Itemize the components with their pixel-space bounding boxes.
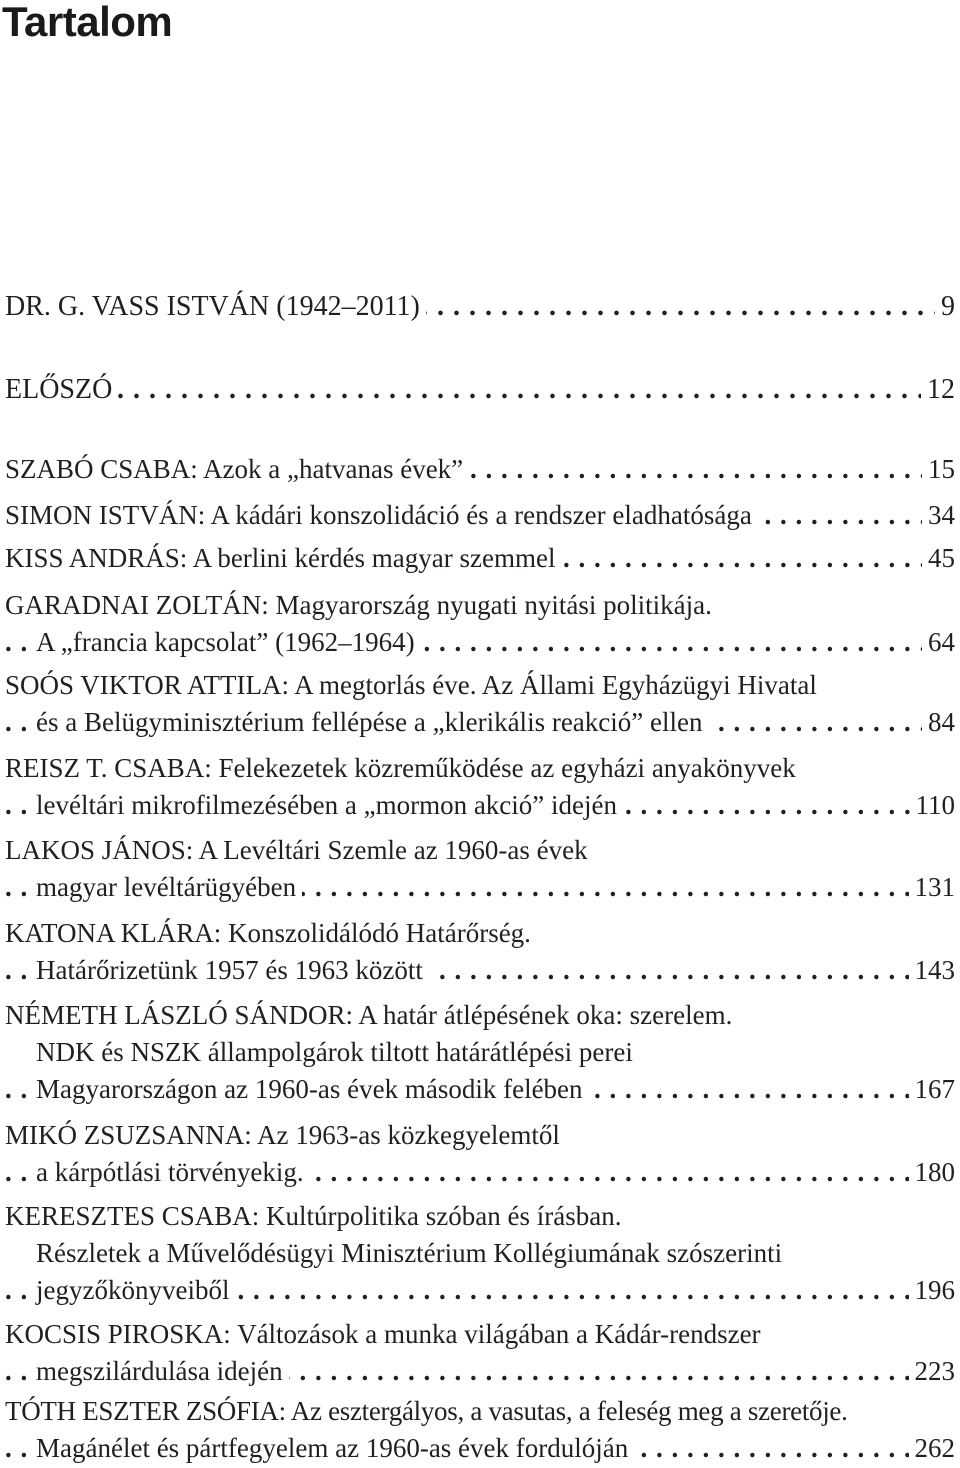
toc-entry-title: NÉMETH LÁSZLÓ SÁNDOR: A határ átlépésének oka: szerelem.: [5, 1000, 733, 1030]
toc-entry-title-cont: A „francia kapcsolat” (1962–1964): [36, 627, 421, 657]
toc-line: [5, 869, 955, 906]
toc-entry[interactable]: [5, 288, 955, 325]
toc-entry-title: ELŐSZÓ: [5, 374, 118, 405]
toc-entry[interactable]: [5, 587, 955, 661]
toc-entry[interactable]: [5, 915, 955, 989]
toc-line: [5, 704, 955, 741]
toc-entry-title: SZABÓ CSABA: Azok a „hatvanas évek”: [5, 454, 469, 484]
toc-line: [5, 915, 955, 952]
toc-entry-title-cont: megszilárdulása idején: [36, 1356, 289, 1386]
toc-line: [5, 371, 955, 408]
toc-line: [5, 497, 955, 534]
toc-entry-title: MIKÓ ZSUZSANNA: Az 1963-as közkegyelemtől: [5, 1120, 560, 1150]
toc-line: [5, 1071, 955, 1108]
toc-line: [5, 1235, 955, 1272]
toc-line: [5, 1353, 955, 1390]
toc-line: [5, 997, 955, 1034]
toc-page-number: 143: [909, 952, 956, 989]
toc-line: [5, 1117, 955, 1154]
toc-page-number: 34: [922, 497, 955, 534]
toc-entry-title: LAKOS JÁNOS: A Levéltári Szemle az 1960-as évek: [5, 835, 588, 865]
toc-page-number: 15: [922, 451, 955, 488]
toc-entry-title-cont: Magyarországon az 1960-as évek második felében: [36, 1074, 589, 1104]
toc-entry-title-cont: a kárpótlási törvényekig.: [36, 1157, 310, 1187]
toc-line: [5, 787, 955, 824]
toc-line: [5, 451, 955, 488]
toc-page-number: 45: [922, 540, 955, 577]
toc-page-number: 84: [922, 704, 955, 741]
toc-page-number: 223: [909, 1353, 956, 1390]
toc-page-number: 196: [909, 1272, 956, 1309]
toc-page-number: 9: [935, 288, 955, 325]
toc-line: [5, 624, 955, 661]
toc-entry-title: KATONA KLÁRA: Konszolidálódó Határőrség.: [5, 918, 531, 948]
toc-entry[interactable]: [5, 1393, 955, 1467]
toc-entry-title: KOCSIS PIROSKA: Változások a munka világában a Kádár-rendszer: [5, 1319, 761, 1349]
toc-entry[interactable]: [5, 540, 955, 577]
toc-entry-title-cont: magyar levéltárügyében: [36, 872, 302, 902]
toc-entry-title: DR. G. VASS ISTVÁN (1942–2011): [5, 291, 426, 322]
page-title: Tartalom: [2, 0, 173, 45]
toc-entry-title: GARADNAI ZOLTÁN: Magyarország nyugati nyitási politikája.: [5, 590, 712, 620]
toc-entry[interactable]: [5, 451, 955, 488]
toc-entry-title: TÓTH ESZTER ZSÓFIA: Az esztergályos, a vasutas, a feleség meg a szeretője.: [5, 1396, 848, 1426]
toc-entry-title: SOÓS VIKTOR ATTILA: A megtorlás éve. Az Állami Egyházügyi Hivatal: [5, 670, 817, 700]
toc-entry[interactable]: [5, 832, 955, 906]
toc-entry-title: SIMON ISTVÁN: A kádári konszolidáció és a rendszer eladhatósága: [5, 500, 758, 530]
toc-entry-title-cont: jegyzőkönyveiből: [36, 1275, 235, 1305]
toc-line: [5, 1430, 955, 1467]
toc-entry[interactable]: [5, 750, 955, 824]
toc-entry-title: KERESZTES CSABA: Kultúrpolitika szóban és írásban.: [5, 1201, 622, 1231]
toc-entry[interactable]: [5, 371, 955, 408]
toc-line: [5, 1316, 955, 1353]
toc-entry-title: REISZ T. CSABA: Felekezetek közreműködése az egyházi anyakönyvek: [5, 753, 796, 783]
toc-entry-title-cont: és a Belügyminisztérium fellépése a „klerikális reakció” ellen: [36, 707, 708, 737]
toc-entry[interactable]: [5, 1316, 955, 1390]
toc-page-number: 110: [910, 787, 956, 824]
toc-line: [5, 1154, 955, 1191]
toc-entry-title-cont: levéltári mikrofilmezésében a „mormon akció” idején: [36, 790, 623, 820]
toc-entry-title-cont: Magánélet és pártfegyelem az 1960-as évek fordulóján: [36, 1433, 634, 1463]
toc-page-number: 64: [922, 624, 955, 661]
toc-entry[interactable]: [5, 997, 955, 1108]
toc-entry[interactable]: [5, 1117, 955, 1191]
toc-page-number: 262: [909, 1430, 956, 1467]
toc-line: [5, 667, 955, 704]
toc-page-number: 180: [909, 1154, 956, 1191]
toc-line: [5, 952, 955, 989]
toc-entry-title-cont: Határőrizetünk 1957 és 1963 között: [36, 955, 429, 985]
toc-line: [5, 750, 955, 787]
toc-line: [5, 1272, 955, 1309]
toc-line: [5, 288, 955, 325]
toc-entry-title-cont: NDK és NSZK állampolgárok tiltott határátlépési perei: [36, 1037, 633, 1067]
toc-entry[interactable]: [5, 1198, 955, 1309]
toc-line: [5, 587, 955, 624]
toc-entry[interactable]: [5, 667, 955, 741]
toc-line: [5, 1198, 955, 1235]
toc-entry-title-cont: Részletek a Művelődésügyi Minisztérium Kollégiumának szószerinti: [36, 1238, 783, 1268]
toc-entry-title: KISS ANDRÁS: A berlini kérdés magyar szemmel: [5, 543, 561, 573]
toc-entry[interactable]: [5, 497, 955, 534]
toc-page-number: 167: [909, 1071, 956, 1108]
toc-page-number: 131: [909, 869, 956, 906]
toc-line: [5, 832, 955, 869]
toc-line: [5, 1393, 955, 1430]
toc-line: [5, 540, 955, 577]
toc-line: [5, 1034, 955, 1071]
toc-page-number: 12: [921, 371, 955, 408]
